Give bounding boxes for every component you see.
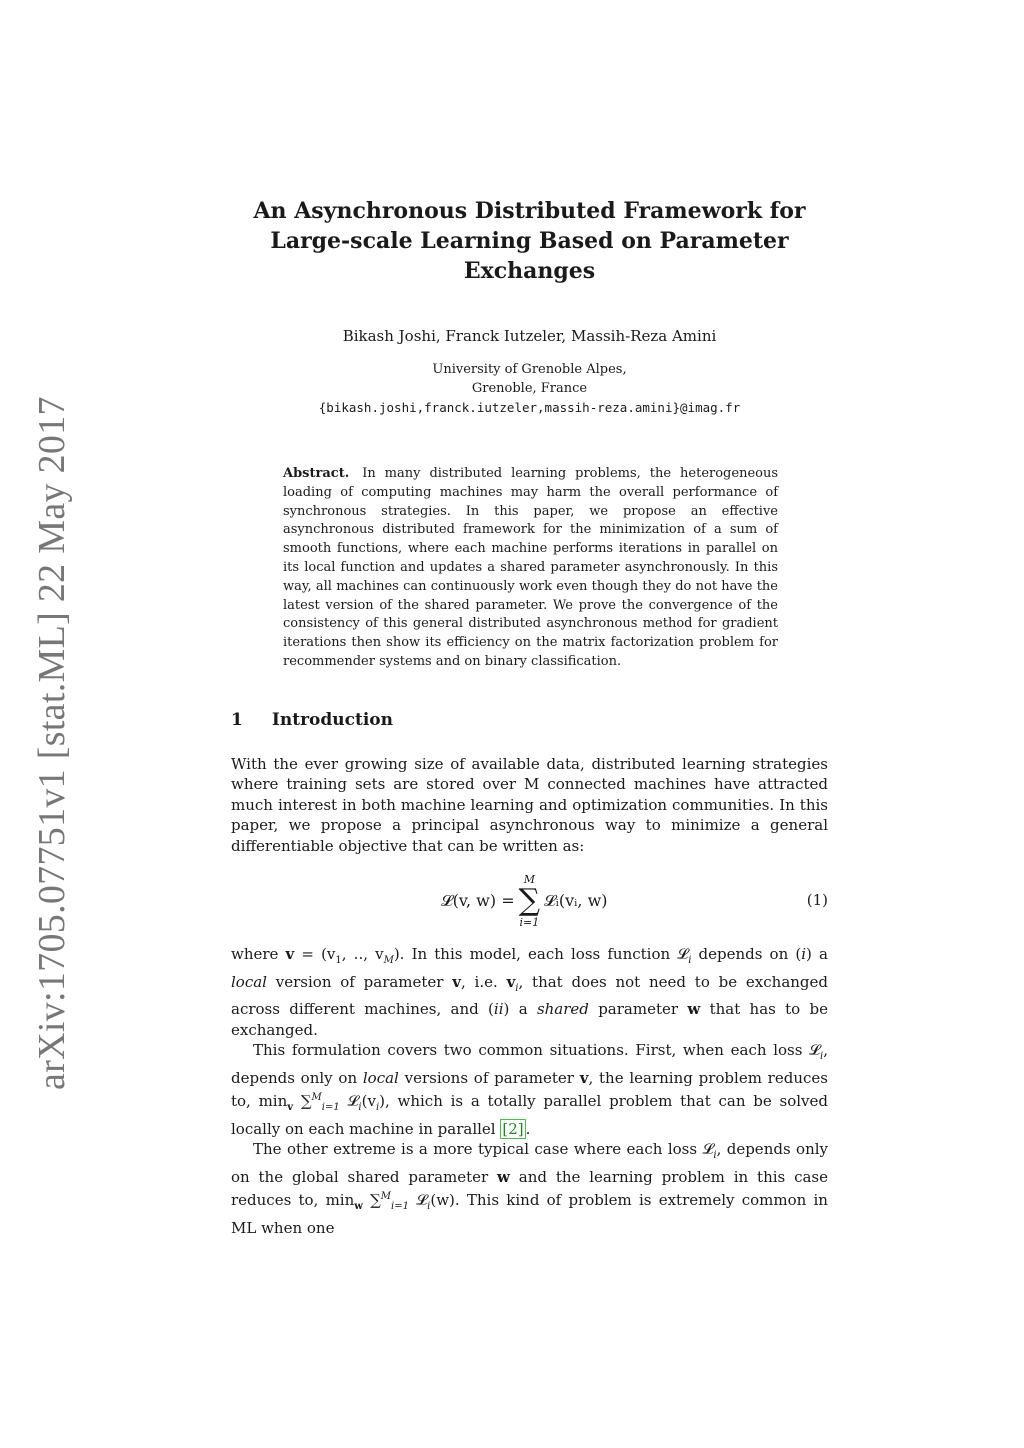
abstract-label: Abstract. [283,466,350,481]
sum-upper-limit: M [523,873,535,887]
sum-lower-limit: i=1 [519,916,540,930]
equation-body [441,864,608,938]
equation-lhs: 𝓛(v, w) = [441,891,515,911]
arxiv-identifier: arXiv:1705.07751v1 [stat.ML] 22 May 2017 [31,396,73,1090]
institution: University of Grenoble Alpes, [432,362,627,377]
author-list: Bikash Joshi, Franck Iutzeler, Massih-Reza Amini [342,327,717,345]
author-emails: {bikash.joshi,franck.iutzeler,massih-reza.amini}@imag.fr [318,400,741,415]
citation-link[interactable]: [2] [502,1119,524,1138]
intro-paragraph-2: where $v = (v_1$, .., $v_M$). In this model, each loss function 𝓛$_i$ depends on (i) a local version of parameter v, i.e. $v_i$, that does not need to be exchanged across different machines, and (ii) a shared parameter w that has to be exchanged. [231,945,829,1039]
equation-number: (1) [806,891,828,910]
section-heading [231,710,828,730]
abstract [283,465,778,672]
intro-paragraph-1: With the ever growing size of available data, distributed learning strategies where training sets are stored over M connected machines have attracted much interest in both machine learning and optimization communities. In this paper, we propose a principal asynchronous way to minimize a general differentiable objective that can be written as: [231,754,828,855]
affiliation [231,360,828,417]
sigma-symbol: ∑ [518,883,541,919]
abstract-text: In many distributed learning problems, the heterogeneous loading of computing machines may harm the overall performance of synchronous strategies. In this paper, we propose an effective asynchronous distributed framework for the minimization of a sum of smooth functions, where each machine performs iterations in parallel on its local function and updates a shared parameter asynchronously. In this way, all machines can continuously work even though they do not have the latest version of the shared parameter. We prove the convergence of the consistency of this general distributed asynchronous method for gradient iterations then show its efficiency on the matrix factorization problem for recommender systems and on binary classification. [283,466,779,669]
section-title: Introduction [271,709,393,730]
location: Grenoble, France [471,381,588,396]
summation [519,874,540,928]
section-number: 1 [231,709,243,730]
intro-paragraph-4: The other extreme is a more typical case where each loss 𝓛$_i$, depends only on the global shared parameter w and the learning problem in this case reduces to, $\min_w \sum^M_{i=1}$ 𝓛$_i$(w). This kind of problem is extremely common in ML when one [231,1140,829,1237]
intro-paragraph-3: This formulation covers two common situations. First, when each loss 𝓛$_i$, depends only on local versions of parameter v, the learning problem reduces to, $\min_v \sum^M_{i=1}$ $𝓛_i(v_i)$, which is a totally parallel problem that can be solved locally on each machine in parallel [2] . [231,1041,828,1138]
equation-rhs: 𝓛ᵢ(vᵢ, w) [544,891,608,911]
paper-title: An Asynchronous Distributed Framework for Large-scale Learning Based on Parameter Exchanges [253,198,806,284]
paper-page [231,0,828,1238]
equation-1 [231,864,828,938]
